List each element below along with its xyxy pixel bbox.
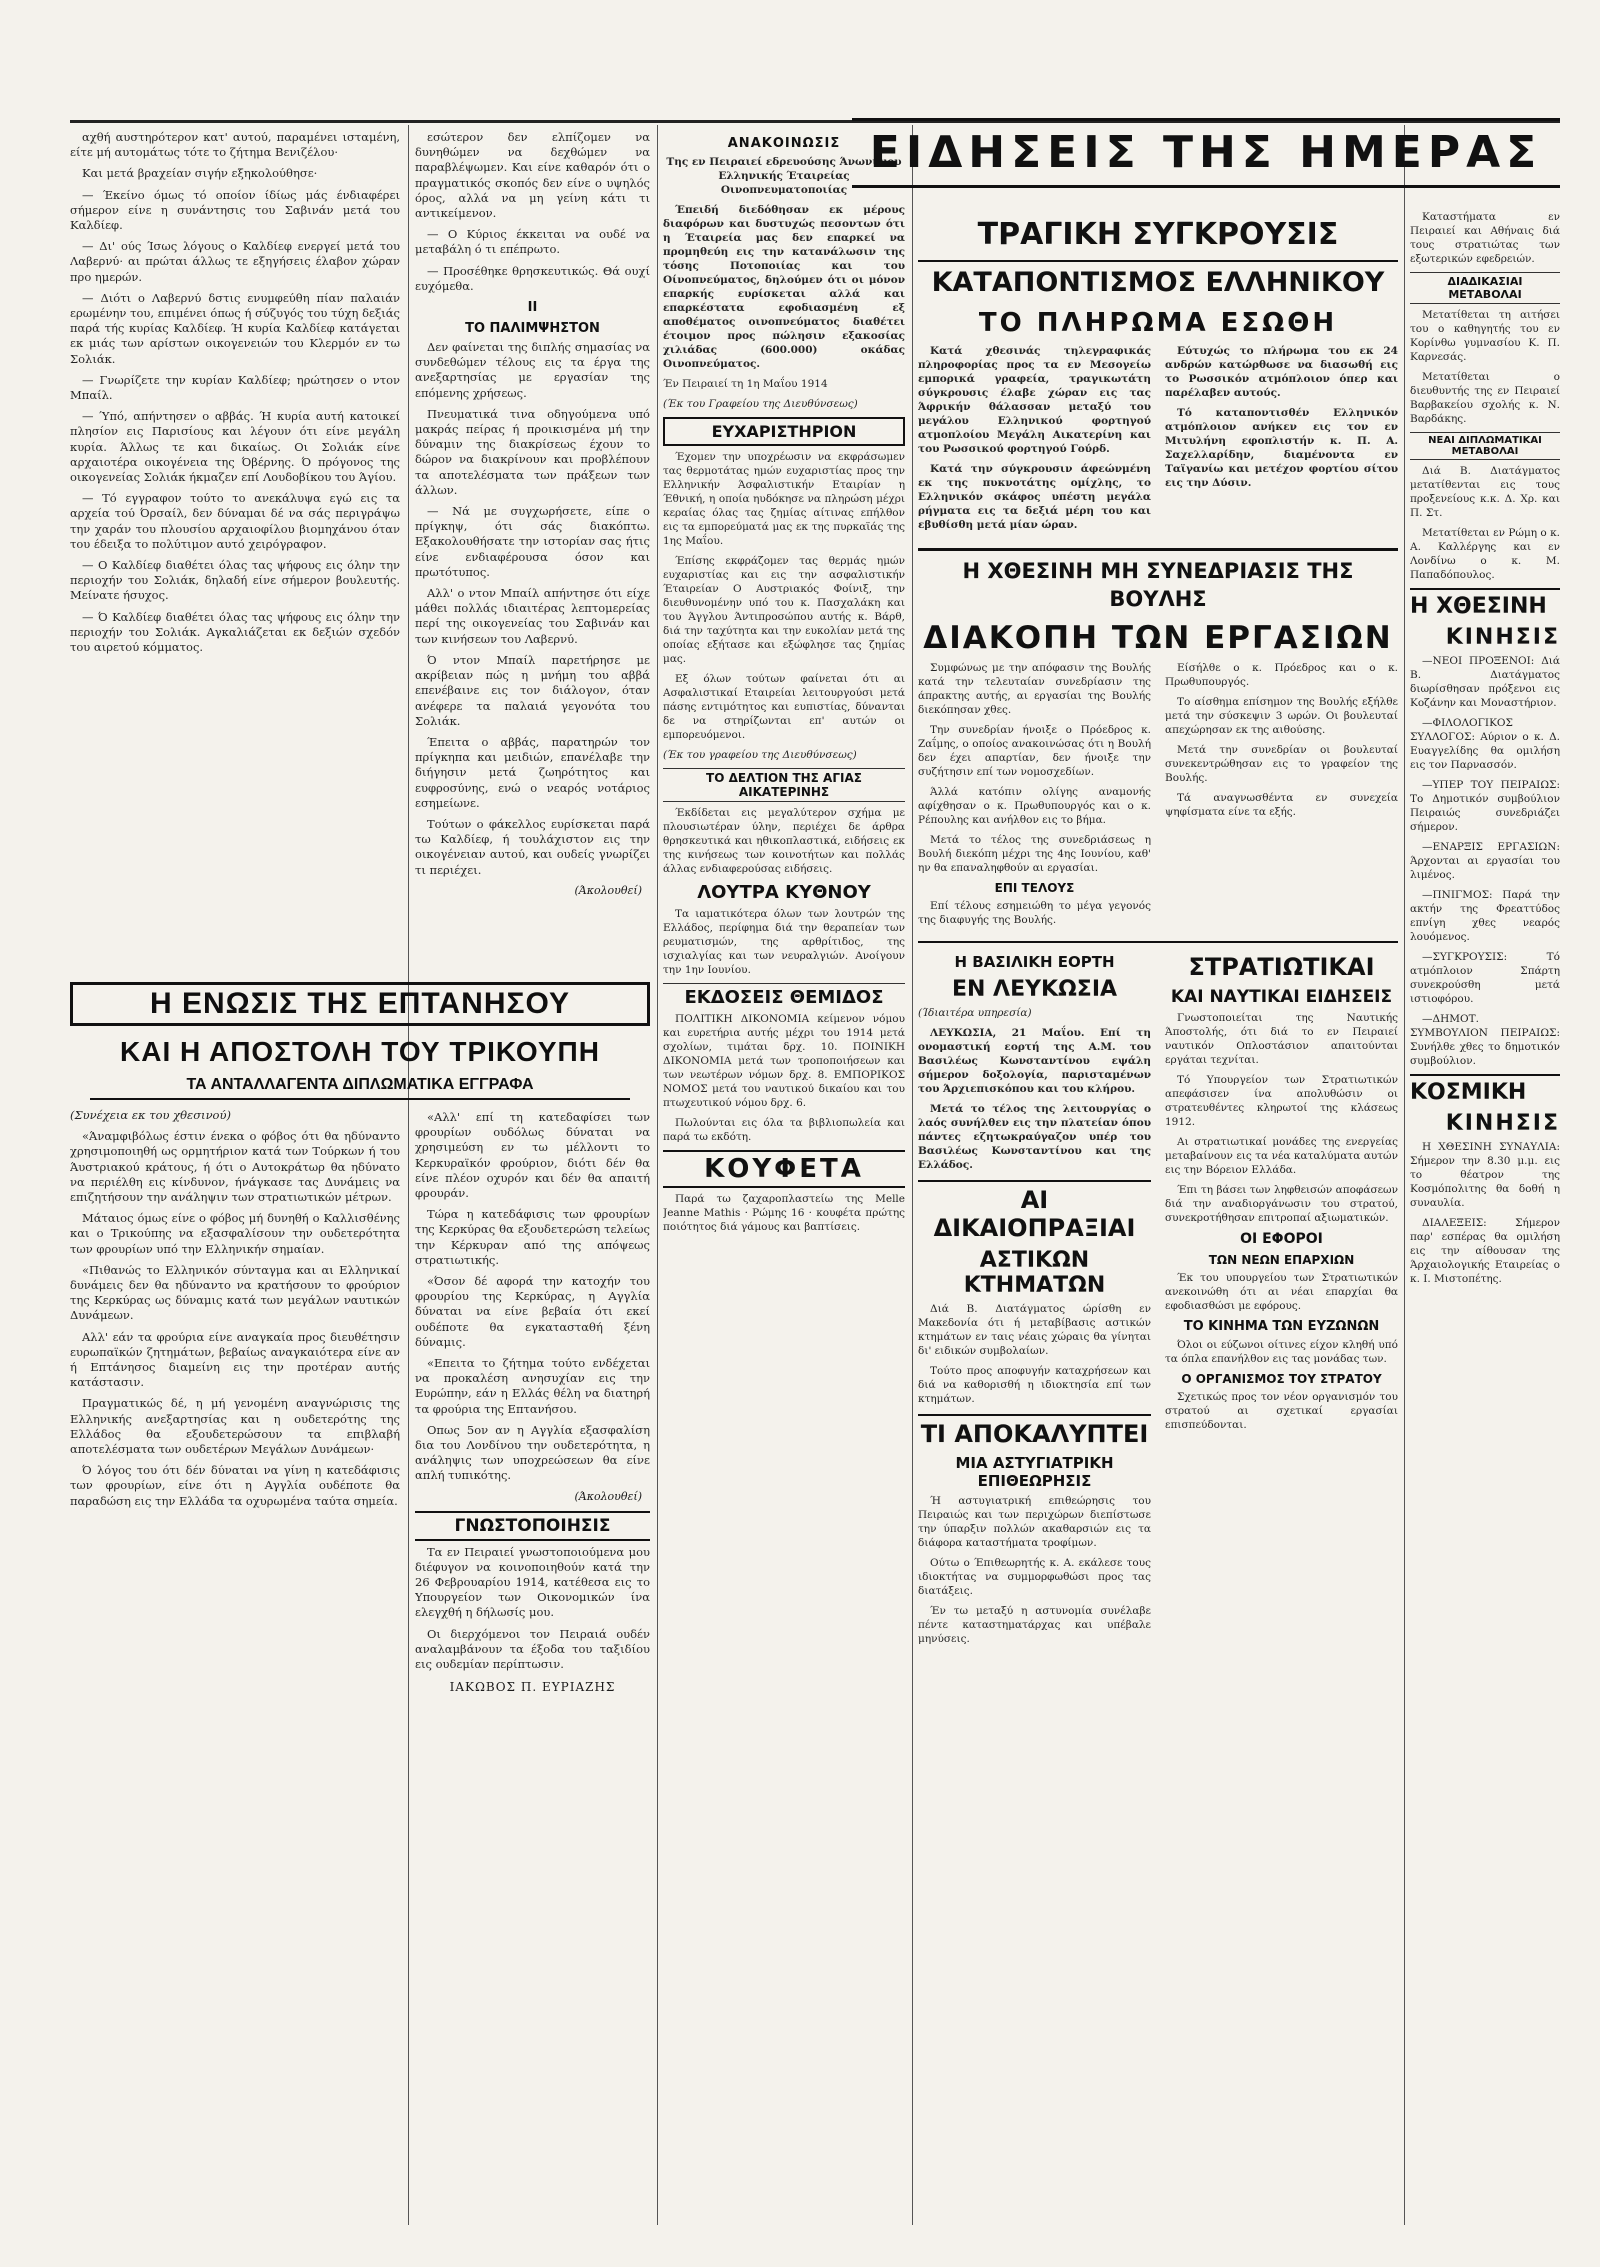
paragraph: Πωλούνται εις όλα τα βιβλιοπωλεία και παρά τω εκδότη. bbox=[663, 1117, 905, 1143]
paragraph: Τά αναγνωσθέντα εν συνεχεία ψηφίσματα είνε τα εξής. bbox=[1165, 792, 1398, 818]
paragraph: ΔΙΑΛΕΞΕΙΣ: Σήμερον παρ' εσπέρας θα ομιλήση εις την αίθουσαν της Άρχαιολογικής Εταιρείας ο κ. Ι. Μιστοπέτης. bbox=[1410, 1217, 1560, 1285]
paragraph: Παρά τω ζαχαροπλαστείω της Melle Jeanne Mathis · Ρώμης 16 · κουφέτα πρώτης ποιότητος διά γάμους και βαπτίσεις. bbox=[663, 1193, 905, 1233]
diplomatic-subheadline: ΤΑ ΑΝΤΑΛΛΑΓΕΝΤΑ ΔΙΠΛΩΜΑΤΙΚΑ ΕΓΓΡΑΦΑ bbox=[90, 1074, 630, 1100]
section-title: ΤΟ ΠΑΛΙΜΨΗΣΤΟΝ bbox=[465, 321, 600, 337]
paragraph: Μετατίθεται εν Ρώμη ο κ. Α. Καλλέργης και εν Λονδίνω ο κ. Μ. Παπαδόπουλος. bbox=[1410, 527, 1560, 581]
paragraph: Όλοι οι εύζωνοι οίτινες είχον κληθή υπό τα όπλα επανήλθον εις τας μονάδας των. bbox=[1165, 1339, 1398, 1365]
paragraph: «Επειτα το ζήτημα τούτο ενδέχεται να προκαλέση ανησυχίαν εις την Ευρώπην, εάν η Ελλάς θέλη να διατηρή τα φρούρια της Επτανήσου. bbox=[415, 1356, 650, 1416]
baths-heading: ΛΟΥΤΡΑ ΚΥΘΝΟΥ bbox=[697, 882, 871, 903]
paragraph: —ΝΕΟΙ ΠΡΟΞΕΝΟΙ: Διά Β. Διατάγματος διωρίσθησαν πρόξενοι εις Κοζάνην και Μοναστήριον. bbox=[1410, 655, 1560, 709]
paragraph: «Όσον δέ αφορά την κατοχήν του φρουρίου της Κερκύρας, η Αγγλία δύναται να είνε βεβαία ότι εκεί ουδέποτε θα εγκατασταθή ξένη δύναμις. bbox=[415, 1274, 650, 1349]
paragraph: —ΔΗΜΟΤ. ΣΥΜΒΟΥΛΙΟΝ ΠΕΙΡΑΙΩΣ: Συνήλθε χθες το δημοτικόν συμβούλιον. bbox=[1410, 1013, 1560, 1067]
paragraph: Έχομεν την υποχρέωσιν να εκφράσωμεν τας θερμοτάτας ημών ευχαριστίας προς την Ελληνικήν Άσφαλιστικήν Εταιρίαν η Έθνική, η οποία ηυδόκησε να πληρώση μέχρι κεραίας όλας τας ζημίας αίτινας επήλθον εις τα εμπορεύματά μας εκ της πυρκαϊάς της 1ης Μαΐου. bbox=[663, 451, 905, 547]
inspection-headline: ΜΙΑ ΑΣΤΥΓΙΑΤΡΙΚΗ ΕΠΙΘΕΩΡΗΣΙΣ bbox=[955, 1454, 1114, 1490]
paragraph: Κατά την σύγκρουσιν άφεώνμένη εκ της πυκνοτάτης ομίχλης, το Ελληνικόν σκάφος υπέστη μεγάλα ρήγματα εις τα δεξιά μέρη του και εβυθίσθη μετά μίαν ώραν. bbox=[918, 463, 1151, 531]
paragraph: Μετατίθεται τη αιτήσει του ο καθηγητής του εν Κορίνθω γυμνασίου Κ. Π. Καρνεσάς. bbox=[1410, 309, 1560, 363]
paragraph: Διά Β. Διατάγματος ώρίσθη εν Μακεδονία ότι ή μεταβίβασις αστικών κτημάτων εν ταις νέαις χώραις θα γίνηται δι' ειδικών συμβολαίων. bbox=[918, 1303, 1151, 1357]
enosis-headline: Η ΕΝΩΣΙΣ ΤΗΣ ΕΠΤΑΝΗΣΟΥ bbox=[70, 982, 650, 1026]
paragraph: Άλλά κατόπιν ολίγης αναμονής αφίχθησαν ο κ. Πρωθυπουργός και ο κ. Ρέπουλης και ανήλθον εις το βήμα. bbox=[918, 786, 1151, 826]
paragraph: —ΠΝΙΓΜΟΣ: Παρά την ακτήν της Φρεαττύδος επνίγη χθες νεαρός λουόμενος. bbox=[1410, 889, 1560, 943]
paragraph: Μετά την συνεδρίαν οι βουλευταί συνεκεντρώθησαν εις το γραφείον της Βουλής. bbox=[1165, 744, 1398, 784]
paragraph: Μετά το τέλος της συνεδριάσεως η Βουλή διεκόπη μέχρι της 4ης Ιουνίου, καθ' ην θα επαναληφθούν αι εργασίαι. bbox=[918, 834, 1151, 874]
paragraph: ΛΕΥΚΩΣΙΑ, 21 Μαΐου. Επί τη ονομαστική εορτή της Α.Μ. του Βασιλέως Κωνσταντίνου εψάλη σήμερον δοξολογία, παρισταμένων του Άρχιεπισκόπου και του κλήρου. bbox=[918, 1027, 1151, 1095]
paragraph: — Ο Καλδίεφ διαθέτει όλας τας ψήφους εις όλην την περιοχήν του Σολιάκ, δηλαδή είνε σήμερον βουλευτής. Μείνατε ήσυχος. bbox=[70, 558, 400, 603]
finally-heading: ΕΠΙ ΤΕΛΟΥΣ bbox=[994, 881, 1075, 895]
paragraph: — Δι' ούς Ίσως λόγους ο Καλδίεφ ενεργεί μετά του Λαβερνύ· αι πρώται άλλως τε εξηγήσεις έλαβον χώραν προ ημερών. bbox=[70, 239, 400, 284]
paragraph: Αλλ' ο ντον Μπαίλ απήντησε ότι είχε μάθει πολλάς ιδιαιτέρας λεπτομερείας περί της οικογενείας του Σαβινάν και των κινήσεων του Λαβερνύ. bbox=[415, 586, 650, 646]
new-provinces-headline: ΤΩΝ ΝΕΩΝ ΕΠΑΡΧΙΩΝ bbox=[1208, 1253, 1355, 1267]
paragraph: εσώτερον δεν ελπίζομεν να δυνηθώμεν να δεχθώμεν να παραβλέψωμεν. Και είνε καθαρόν ότι ο πραγματικός σκοπός δεν είνε ο υψηλός όρος, αλλά να μη γείνη κάτι τι αντικείμενον. bbox=[415, 130, 650, 221]
reveals-headline: ΤΙ ΑΠΟΚΑΛΥΠΤΕΙ bbox=[918, 1414, 1151, 1448]
parliament-article-right bbox=[1165, 661, 1398, 933]
paragraph: Την συνεδρίαν ήνοιξε ο Πρόεδρος κ. Ζαΐμης, ο οποίος ανακοινώσας ότι η Βουλή δεν έχει απαρτίαν, δεν ήνοιξε την συζήτησιν επί των νομοσχεδίων. bbox=[918, 724, 1151, 778]
paragraph: Αι στρατιωτικαί μονάδες της ενεργείας μεταβαίνουν εις τα νέα καταλύματα αυτών εις την Βόρειον Ελλάδα. bbox=[1165, 1136, 1398, 1176]
ephors-headline: ΟΙ ΕΦΟΡΟΙ bbox=[1240, 1231, 1323, 1247]
column-5 bbox=[1410, 210, 1560, 2220]
paragraph: — Έκείνο όμως τό οποίον ίδίως μάς ένδιαφέρει σήμερον είνε η συνάντησις του Σαβινάν μετά του Καλδίεφ. bbox=[70, 187, 400, 233]
service-note: (Ίδιαιτέρα υπηρεσία) bbox=[918, 1007, 1032, 1019]
paragraph: Τώρα η κατεδάφισις των φρουρίων της Κερκύρας θα εξουδετερώση τελείως την Κέρκυραν από της απόψεως στρατιωτικής. bbox=[415, 1207, 650, 1267]
paragraph: Πραγματικώς δέ, η μή γενομένη αναγνώρισις της Ελληνικής ανεξαρτησίας και η ουδετερότης της Ελλάδος θα εξουδετερώσουν τα επιβλαβή αποτελέσματα των ουδετέρων Μεγάλων Δυνάμεων· bbox=[70, 1396, 400, 1457]
transactions-headline: ΑΙ ΔΙΚΑΙΟΠΡΑΞΙΑΙ bbox=[918, 1180, 1151, 1242]
paragraph: Έν τω μεταξύ η αστυνομία συνέλαβε πέντε καταστηματάρχας και υπέβαλε μηνύσεις. bbox=[918, 1605, 1151, 1645]
paragraph: — Νά με συγχωρήσετε, είπε ο πρίγκηψ, ότι σάς διακόπτω. Εξακολουθήσατε την ιστορίαν σας ήτις είνε ενδιαφέρουσα όσον και πρωτότυπος. bbox=[415, 504, 650, 579]
announcement-subheading: Της εν Πειραιεί εδρευούσης Άνωνύμου Ελληνικής Έταιρείας Οινοπνευματοποιίας bbox=[666, 156, 902, 196]
parliament-headline: Η ΧΘΕΣΙΝΗ ΜΗ ΣΥΝΕΔΡΙΑΣΙΣ ΤΗΣ ΒΟΥΛΗΣ bbox=[918, 548, 1398, 613]
paragraph: Έπειτα ο αββάς, παρατηρών τον πρίγκηπα και μειδιών, επανέλαβε την διήγησιν μετά ζωηρότητος και ευφροσύνης, ενώ ο νεαρός νοτάριος εσημείωνε. bbox=[415, 734, 650, 810]
paragraph: Εξ όλων τούτων φαίνεται ότι αι Ασφαλιστικαί Εταιρείαι λειτουργούσι μετά πάσης εντιμότητος και ευπιστίας, δύνανται δε να στηρίζωνται επ' αυτών οι εμπορευόμενοι. bbox=[663, 673, 905, 741]
social-movement-heading: ΚΙΝΗΣΙΣ bbox=[1445, 1111, 1560, 1136]
collision-headline: ΤΡΑΓΙΚΗ ΣΥΓΚΡΟΥΣΙΣ bbox=[977, 217, 1339, 252]
paragraph: Σχετικώς προς τον νέον οργανισμόν του στρατού αι σχετικαί εργασίαι επισπεύδονται. bbox=[1165, 1391, 1398, 1431]
paragraph: Κατά χθεσινάς τηλεγραφικάς πληροφορίας προς τα εν Μεσογείω εμπορικά γραφεία, τραγικωτάτη σύγκρουσις έλαβε χώραν εις τας Άφρικήν θάλασσαν μεταξύ του μεγάλου Ελληνικού φορτηγού ατμοπλοίου Μεγάλη Αικατερίνη και του Ρωσσικού φορτηγού Γούρδ. bbox=[918, 345, 1151, 455]
paragraph: «Πιθανώς το Ελληνικόν σύνταγμα και αι Ελληνικαί δυνάμεις δεν θα ηδύναντο να κρατήσουν το φρούριον της Κερκύρας ως δύναμις κατά των μεγάλων ναυτικών Δυνάμεων. bbox=[70, 1262, 400, 1323]
announcement-heading: ΑΝΑΚΟΙΝΩΣΙΣ bbox=[727, 136, 841, 151]
paragraph: ΠΟΛΙΤΙΚΗ ΔΙΚΟΝΟΜΙΑ κείμενον νόμου και ευρετήρια αυτής μέχρι του 1914 μετά σχολίων, τιμάται δρχ. 10. ΠΟΙΝΙΚΗ ΔΙΚΟΝΟΜΙΑ μετά των τροποποιήσεων και των νεωτέρων νόμων δρχ. 8. ΕΜΠΟΡΙΚΟΣ ΝΟΜΟΣ μετά του ναυτικού δικαίου και του πτωχευτικού νόμου δρχ. 6. bbox=[663, 1013, 905, 1109]
signature: (Έκ του γραφείου της Διευθύνσεως) bbox=[663, 749, 857, 761]
paragraph: — Τό εγγραφον τούτο το ανεκάλυψα εγώ εις τα αρχεία τού Όρσαίλ, δεν δύναμαι δέ να σάς περιγράψω την χαράν του πλουσίου αρχαιοφίλου βιομηχάνου όταν του έδειξα το πολύτιμον αυτό χειρόγραφον. bbox=[70, 491, 400, 551]
paragraph: Έκ του υπουργείου των Στρατιωτικών ανεκοινώθη ότι αι νέαι επαρχίαι θα εφοδιασθώσι με εφόρους. bbox=[1165, 1272, 1398, 1312]
trikoupis-headline: ΚΑΙ Η ΑΠΟΣΤΟΛΗ ΤΟΥ ΤΡΙΚΟΥΠΗ bbox=[120, 1036, 600, 1067]
parliament-article bbox=[918, 661, 1398, 933]
urban-property-headline: ΑΣΤΙΚΩΝ ΚΤΗΜΑΤΩΝ bbox=[963, 1248, 1106, 1298]
paragraph: Ούτω ο Έπιθεωρητής κ. Α. εκάλεσε τους ιδιοκτήτας να συμμορφωθώσι προς τας διατάξεις. bbox=[918, 1557, 1151, 1597]
paragraph: «Άναμφιβόλως έστιν ένεκα ο φόβος ότι θα ηδύναντο χρησιμοποιηθή ως ορμητήριον κατά των Τούρκων ή του Άυστριακού κράτους, ή ότι ο Αυτοκράτωρ θα ηδύνατο να περιέλθη εις κίνδυνον, ήνάγκασε τας Δυνάμεις να επιζητήσουν την ανάληψιν των στρατιωτικών μέτρων. bbox=[70, 1129, 400, 1205]
paragraph: —ΣΥΓΚΡΟΥΣΙΣ: Τό ατμόπλοιον Σπάρτη συνεκρούσθη μετά ιστιοφόρου. bbox=[1410, 951, 1560, 1005]
movement-heading: ΚΙΝΗΣΙΣ bbox=[1445, 625, 1560, 650]
paragraph: —ΦΙΛΟΛΟΓΙΚΟΣ ΣΥΛΛΟΓΟΣ: Αύριον ο κ. Δ. Ευαγγελίδης θα ομιλήση εις τον Παρνασσόν. bbox=[1410, 717, 1560, 771]
paragraph: Αλλ' εάν τα φρούρια είνε αναγκαία προς διευθέτησιν ευρωπαϊκών ζητημάτων, βεβαίως αναγκαιότερα είνε αν ή Επτάνησος διαμείνη εις την προτέραν αυτής κατάστασιν. bbox=[70, 1329, 400, 1390]
column-2-top bbox=[415, 130, 650, 970]
paragraph: Ό λόγος του ότι δέν δύναται να γίνη η κατεδάφισις των φρουρίων, είνε ότι η Αγγλία ουδέποτε θα παραδώση εις την Ελλάδα τα οχυρωμένα ταύτα σημεία. bbox=[70, 1463, 400, 1508]
collision-article bbox=[918, 344, 1398, 538]
koufeta-heading: ΚΟΥΦΕΤΑ bbox=[663, 1150, 905, 1188]
paragraph: Καταστήματα εν Πειραιεί και Αθήναις διά τους στρατιώτας των εξωτερικών εφεδρειών. bbox=[1410, 211, 1560, 265]
paragraph: Οπως 5ον αν η Αγγλία εξασφαλίση δια του Λονδίνου την ουδετερότητα, η ανάληψις των υποχρεώσεων θα είνε απλή τυπικότης. bbox=[415, 1422, 650, 1483]
parliament-article-left bbox=[918, 661, 1151, 933]
paragraph: — Διότι ο Λαβερνύ δστις ενυμφεύθη πίαν παλαιάν ερωμένην του, επιμένει όπως ή σύζυγός του τύχη δεξιάς παρά τής κυρίας Καλδίεφ. Ή κυρία Καλδίεφ κατάγεται εκ μιάς των αρίστων οικογενειών του Κλερμόν εν τω Σολιάκ. bbox=[70, 290, 400, 366]
paragraph: Γνωστοποιείται της Ναυτικής Άποστολής, ότι διά το εν Πειραιεί ναυτικόν Οπλοστάσιον απαιτούνται εργάται τεχνίται. bbox=[1165, 1012, 1398, 1066]
paragraph: — Προσέθηκε θρησκευτικώς. Θά ουχί ευχόμεθα. bbox=[415, 263, 650, 293]
paragraph: Η ΧΘΕΣΙΝΗ ΣΥΝΑΥΛΙΑ: Σήμερον την 8.30 μ.μ. εις το θέατρον της Κοσμόπολιτης θα δοθή η συναυλία. bbox=[1410, 1141, 1560, 1209]
paragraph: Έκδίδεται εις μεγαλύτερον σχήμα με πλουσιωτέραν ύλην, περιέχει δε άρθρα θρησκευτικά και ηθικοπλαστικά, ειδήσεις εκ της κινήσεως των κοινοτήτων και πολλάς άλλας ενδιαφερούσας ειδήσεις. bbox=[663, 807, 905, 875]
paragraph: Επί τέλους εσημειώθη το μέγα γεγονός της διαφυγής της Βουλής. bbox=[918, 900, 1151, 926]
paragraph: Το αίσθημα επίσημον της Βουλής εξήλθε μετά την σύσκεψιν 3 ωρών. Οι βουλευταί απεχώρησαν εκ της αιθούσης. bbox=[1165, 696, 1398, 736]
crew-saved-headline: ΤΟ ΠΛΗΡΩΜΑ ΕΣΩΘΗ bbox=[978, 308, 1338, 338]
military-headline: ΣΤΡΑΤΙΩΤΙΚΑΙ bbox=[1188, 953, 1375, 981]
army-organization-headline: Ο ΟΡΓΑΝΙΣΜΟΣ ΤΟΥ ΣΤΡΑΤΟΥ bbox=[1181, 1372, 1382, 1386]
paragraph: «Αλλ' επί τη κατεδαφίσει των φρουρίων ουδόλως δύναται να χρησιμεύση εν τω μέλλοντι το Κερκυραϊκόν φρούριον, διότι δέν θα είνε πλέον οχυρόν και δέν θα απαιτή φρουράν. bbox=[415, 1110, 650, 1201]
enosis-article-left bbox=[70, 1108, 400, 1515]
continued-note: (Άκολουθεί) bbox=[574, 883, 642, 897]
signature: (Έκ του Γραφείου της Διευθύνσεως) bbox=[663, 398, 858, 410]
dateline: Έν Πειραιεί τη 1η Μαΐου 1914 bbox=[663, 378, 828, 390]
publications-heading: ΕΚΔΟΣΕΙΣ ΘΕΜΙΔΟΣ bbox=[663, 983, 905, 1008]
sinking-headline: ΚΑΤΑΠΟΝΤΙΣΜΟΣ ΕΛΛΗΝΙΚΟΥ bbox=[918, 260, 1398, 300]
social-heading: ΚΟΣΜΙΚΗ bbox=[1410, 1074, 1560, 1105]
paragraph: —ΥΠΕΡ ΤΟΥ ΠΕΙΡΑΙΩΣ: Το Δημοτικόν συμβούλιον Πειραιώς συνεδριάζει σήμερον. bbox=[1410, 779, 1560, 833]
column-4 bbox=[918, 210, 1398, 2220]
signature: ΙΑΚΩΒΟΣ Π. ΕΥΡΙΑΖΗΣ bbox=[449, 1680, 616, 1695]
administrative-changes-heading: ΔΙΑΔΙΚΑΣΙΑΙ ΜΕΤΑΒΟΛΑΙ bbox=[1410, 272, 1560, 304]
evzones-headline: ΤΟ ΚΙΝΗΜΑ ΤΩΝ ΕΥΖΩΝΩΝ bbox=[1183, 1319, 1380, 1334]
paragraph: Διά Β. Διατάγματος μετατίθενται εις τους προξενείους κ.κ. Δ. Χρ. και Π. Στ. bbox=[1410, 465, 1560, 519]
thanks-heading: ΕΥΧΑΡΙΣΤΗΡΙΟΝ bbox=[663, 417, 905, 446]
paragraph: Έπίσης εκφράζομεν τας θερμάς ημών ευχαριστίας και εις την ασφαλιστικήν Έταιρείαν Ο Αυστριακός Φοίνιξ, την διευθυνομένην υπό του κ. Πασχαλάκη και του Άγγλου Άντιπροσώπου αυτής κ. Βάρθ, διά την ταχύτητα και την ευκολίαν μετά της οποίας εξήτασε και εξώφλησε τας ζημίας μας. bbox=[663, 555, 905, 665]
enosis-banner bbox=[70, 982, 650, 1100]
paragraph: — Γνωρίζετε την κυρίαν Καλδίεφ; ηρώτησεν ο ντον Μπαίλ. bbox=[70, 372, 400, 403]
column-divider bbox=[912, 125, 913, 2225]
collision-article-right bbox=[1165, 344, 1398, 538]
continued-note: (Άκολουθεί) bbox=[574, 1489, 642, 1503]
column-divider bbox=[1404, 125, 1405, 2225]
paragraph: — Ό Καλδίεφ διαθέτει όλας τας ψήφους εις όλην την περιοχήν του Σολιάκ. Αγκαλιάζεται εκ δεξιών σχεδόν του αιρετού κόμματος. bbox=[70, 609, 400, 655]
yesterday-heading: Η ΧΘΕΣΙΝΗ bbox=[1410, 588, 1560, 619]
paragraph: Συμφώνως με την απόφασιν της Βουλής κατά την τελευταίαν συνεδρίασιν της άπρακτης αυτής, αι εργασίαι της Βουλής διεκόπησαν χθες. bbox=[918, 662, 1151, 716]
paragraph: αχθή αυστηρότερον κατ' αυτού, παραμένει ισταμένη, είτε μή αυτομάτως τότε το ζήτημα Βενιζέλου· bbox=[70, 130, 400, 160]
paragraph: Μετατίθεται ο διευθυντής της εν Πειραιεί Βαρβακείου σχολής κ. Ν. Βαρδάκης. bbox=[1410, 371, 1560, 425]
newspaper-page bbox=[70, 120, 1560, 2230]
paragraph: Πνευματικά τινα οδηγούμενα υπό μακράς πείρας ή προικισμένα μή την δύναμιν της διακρίσεως έχουν το δώρον να διακρίνουν και προβλέπουν τα αποτελέσματα των πράξεων των άλλων. bbox=[415, 406, 650, 497]
paragraph: Τό Υπουργείον των Στρατιωτικών απεφάσισεν ίνα απολυθώσιν οι στρατευθέντες κληρωτοί της κλάσεως 1912. bbox=[1165, 1074, 1398, 1128]
paragraph: —ΕΝΑΡΞΙΣ ΕΡΓΑΣΙΩΝ: Άρχονται αι εργασίαι του λιμένος. bbox=[1410, 841, 1560, 881]
masthead-title: ΕΙΔΗΣΕΙΣ ΤΗΣ ΗΜΕΡΑΣ bbox=[852, 118, 1560, 188]
paragraph: Εύτυχώς το πλήρωμα του εκ 24 ανδρών κατώρθωσε να διασωθή εις το Ρωσσικόν ατμόπλοιον όπερ και παρέλαβεν αυτούς. bbox=[1165, 345, 1398, 399]
royal-feast-headline: Η ΒΑΣΙΛΙΚΗ ΕΟΡΤΗ bbox=[954, 953, 1115, 971]
column-3 bbox=[663, 130, 905, 1240]
paragraph: Τό καταποντισθέν Ελληνικόν ατμόπλοιον ανήκεν εις τον εν Μιτυλήνη εφοπλιστήν κ. Π. Α. Σαχελλαρίδην, διαμένοντα εν Ταϊγανίω και μετέχον φορτίου σίτου εις την Δύσιν. bbox=[1165, 407, 1398, 489]
paragraph: Οι διερχόμενοι τον Πειραιά ουδέν αναλαμβάνουν τα έξοδα του ταξιδίου εις ουδεμίαν περίπτωσιν. bbox=[415, 1626, 650, 1672]
lower-articles bbox=[918, 941, 1398, 1652]
paragraph: Τα εν Πειραιεί γνωστοποιούμενα μου διέφυγον να κοινοποιηθούν κατά την 26 Φεβρουαρίου 1914, κατέθεσα εις το Υπουργείον των Οικονομικών ίνα ελεγχθή η δήλωσίς μου. bbox=[415, 1544, 650, 1620]
paragraph: — Ύπό, απήντησεν ο αββάς. Ή κυρία αυτή κατοικεί πλησίον εις Παρισίους και λέγουν ότι είνε μεγάλη κυρία. Άλλως τε και δικαίως. Οι Σολιάκ είνε αρχαιοτέρα οικογένεια της Όβέρνης. Ό πρόγονος της οικογενείας Σολιάκ ήκμαζεν επί Λουδοβίκου του Άγίου. bbox=[70, 409, 400, 485]
column-divider bbox=[657, 125, 658, 2225]
collision-article-left bbox=[918, 344, 1151, 538]
section-number: ΙΙ bbox=[527, 300, 538, 316]
paragraph: Ό ντον Μπαίλ παρετήρησε με ακρίβειαν πώς η μνήμη του αββά επενέβαινε εις τον διάλογον, όταν ανέφερε τα παλαιά γεγονότα του Σολιάκ. bbox=[415, 652, 650, 728]
adjournment-headline: ΔΙΑΚΟΠΗ ΤΩΝ ΕΡΓΑΣΙΩΝ bbox=[923, 620, 1393, 656]
column-divider bbox=[408, 125, 409, 2225]
notice-heading: ΓΝΩΣΤΟΠΟΙΗΣΙΣ bbox=[415, 1511, 650, 1541]
nicosia-headline: ΕΝ ΛΕΥΚΩΣΙΑ bbox=[951, 977, 1118, 1002]
lower-articles-right bbox=[1165, 947, 1398, 1652]
paragraph: Δεν φαίνεται της διπλής σημασίας να συνδεθώμεν τέλους εις τα έργα της ανεξαρτησίας με εργασίαν της επόμενης χρήσεως. bbox=[415, 340, 650, 400]
paragraph: Τα ιαματικότερα όλων των λουτρών της Ελλάδος, περίφημα διά την θεραπείαν των ρευματισμών, της αρθρίτιδος, της ισχιαλγίας και των νευραλγιών. Ανοίγουν την 1ην Ιουνίου. bbox=[663, 908, 905, 976]
column-2-bottom bbox=[415, 1110, 650, 1694]
paragraph: Τούτων ο φάκελλος ευρίσκεται παρά τω Καλδίεφ, ή τουλάχιστον εις την οικογένειαν αυτού, και ουδείς γνωρίζει τι περιέχει. bbox=[415, 816, 650, 877]
paragraph: Μάταιος όμως είνε ο φόβος μή δυνηθή ο Καλλισθένης και ο Τρικούπης να εξασφαλίσουν την ουδετερότητα των φρουρίων υπό την Ελληνικήν σημαίαν. bbox=[70, 1211, 400, 1256]
naval-news-headline: ΚΑΙ ΝΑΥΤΙΚΑΙ ΕΙΔΗΣΕΙΣ bbox=[1170, 987, 1393, 1007]
paragraph: Ή αστυγιατρική επιθεώρησις του Πειραιώς και των περιχώρων διεπίστωσε την ύπαρξιν πολλών ακαθαρσιών εις τα διάφορα καταστήματα τροφίμων. bbox=[918, 1495, 1151, 1549]
bulletin-heading: ΤΟ ΔΕΛΤΙΟΝ ΤΗΣ ΑΓΙΑΣ ΑΙΚΑΤΕΡΙΝΗΣ bbox=[663, 768, 905, 802]
paragraph: Τούτο προς αποφυγήν καταχρήσεων και διά να καθορισθή η ιδιοκτησία επί των κτημάτων. bbox=[918, 1365, 1151, 1405]
paragraph: Είσήλθε ο κ. Πρόεδρος και ο κ. Πρωθυπουργός. bbox=[1165, 662, 1398, 688]
paragraph: Μετά το τέλος της λειτουργίας ο λαός συνήλθεν εις την πλατείαν όπου πάντες εζητωκραύγαζον υπέρ του Βασιλέως Κωνσταντίνου και της Ελλάδος. bbox=[918, 1103, 1151, 1171]
paragraph: Έπειδή διεδόθησαν εκ μέρους διαφόρων και δυστυχώς πεσοντων ότι η Έταιρεία μας δεν επαρκεί να προμηθεύη εις την κατανάλωσιν της τόσης Ποτοποιίας και του Οίνοπνεύματος, δηλούμεν ότι οι μόνον επαρκής ευρίσκεται αλλά και επαρκέστατα εφοδιασμένη εξ αποθέματος οινοπνεύματος διαθέτει έτοιμον προς πώλησιν εξακοσίας χιλιάδας (600.000) οκάδας Οινοπνεύματος. bbox=[663, 204, 905, 370]
paragraph: Έπι τη βάσει των ληφθεισών αποφάσεων διά την αναδιοργάνωσιν του στρατού, συνεκροτήθησαν επιτροπαί αξιωματικών. bbox=[1165, 1184, 1398, 1224]
continued-note: (Συνέχεια εκ του χθεσινού) bbox=[70, 1108, 231, 1122]
column-1 bbox=[70, 130, 400, 661]
paragraph: — Ο Κύριος έκκειται να ουδέ να μεταβάλη ό τι επέπρωτο. bbox=[415, 227, 650, 257]
paragraph: Και μετά βραχείαν σιγήν εξηκολούθησε· bbox=[82, 166, 318, 181]
diplomatic-changes-heading: ΝΕΑΙ ΔΙΠΛΩΜΑΤΙΚΑΙ ΜΕΤΑΒΟΛΑΙ bbox=[1410, 432, 1560, 460]
lower-articles-left bbox=[918, 947, 1151, 1652]
